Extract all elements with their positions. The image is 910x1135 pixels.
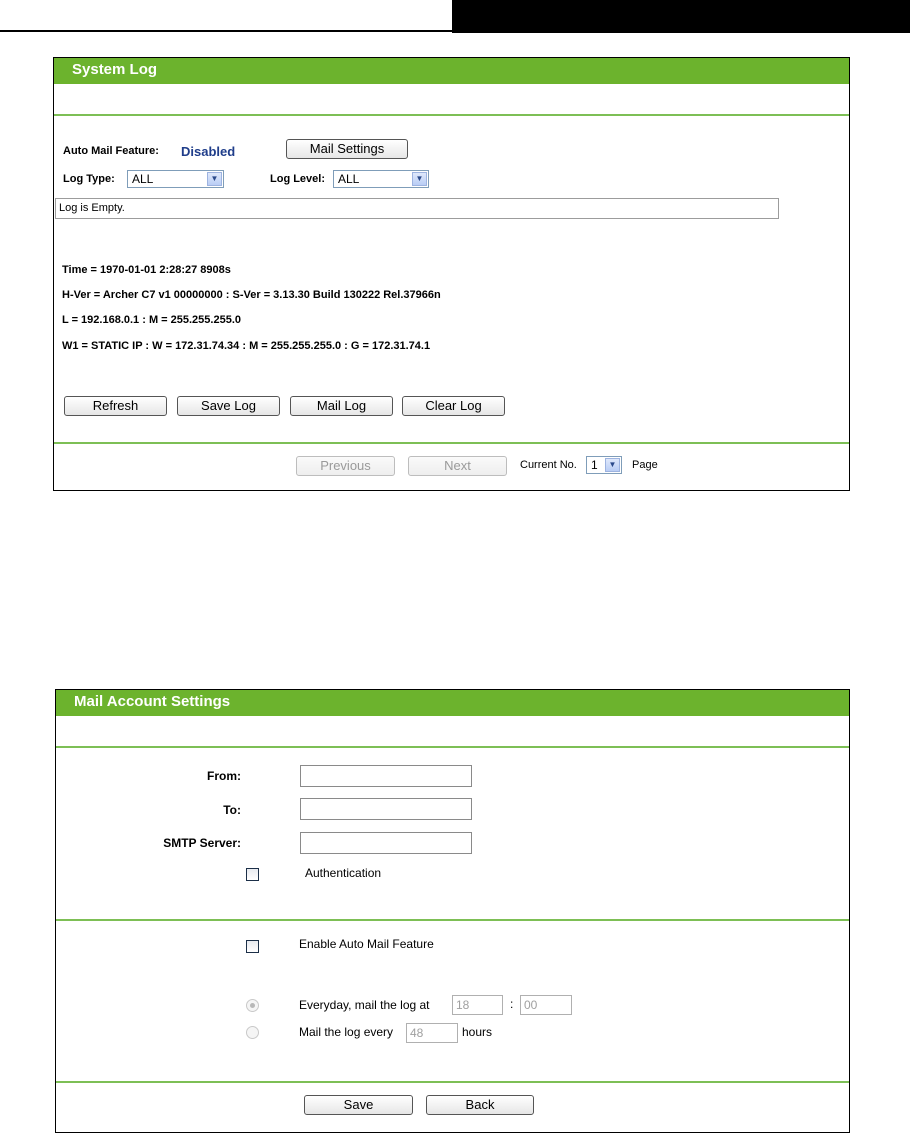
back-button[interactable]: Back xyxy=(426,1095,534,1115)
divider xyxy=(56,919,849,921)
current-page-select[interactable] xyxy=(586,456,622,474)
chevron-down-icon: ▼ xyxy=(605,458,620,472)
divider xyxy=(54,114,849,116)
log-level-label: Log Level: xyxy=(270,173,326,185)
hours-label: hours xyxy=(462,1025,493,1039)
mail-account-settings-title: Mail Account Settings xyxy=(56,690,849,716)
save-log-button[interactable]: Save Log xyxy=(177,396,280,416)
divider xyxy=(56,1081,849,1083)
enable-auto-mail-checkbox[interactable] xyxy=(246,940,259,953)
enable-auto-mail-label: Enable Auto Mail Feature xyxy=(299,937,434,951)
time-separator: : xyxy=(510,997,514,1011)
clear-log-button[interactable]: Clear Log xyxy=(402,396,505,416)
current-page-label: Current No. xyxy=(520,459,577,471)
info-lan: L = 192.168.0.1 : M = 255.255.255.0 xyxy=(62,314,241,326)
info-wan: W1 = STATIC IP : W = 172.31.74.34 : M = 255.255.255.0 : G = 172.31.74.1 xyxy=(62,340,431,352)
log-type-label: Log Type: xyxy=(63,173,115,185)
previous-page-button[interactable]: Previous xyxy=(296,456,395,476)
authentication-checkbox[interactable] xyxy=(246,868,259,881)
everyday-hour-input[interactable]: 18 xyxy=(452,995,503,1015)
page-top-banner xyxy=(452,0,910,33)
log-level-select[interactable] xyxy=(333,170,429,188)
auto-mail-label: Auto Mail Feature: xyxy=(63,145,159,157)
from-label: From: xyxy=(207,769,241,783)
divider xyxy=(56,746,849,748)
current-page-value: 1 xyxy=(591,458,598,472)
everyday-minute-input[interactable]: 00 xyxy=(520,995,572,1015)
from-input[interactable] xyxy=(300,765,472,787)
system-log-panel xyxy=(53,57,850,491)
to-input[interactable] xyxy=(300,798,472,820)
everyday-label: Everyday, mail the log at xyxy=(299,998,430,1012)
refresh-button[interactable]: Refresh xyxy=(64,396,167,416)
log-content-area: Log is Empty. xyxy=(55,198,779,219)
log-type-value: ALL xyxy=(132,172,154,186)
next-page-button[interactable]: Next xyxy=(408,456,507,476)
mail-settings-button[interactable]: Mail Settings xyxy=(286,139,408,159)
mail-every-label: Mail the log every xyxy=(299,1025,394,1039)
smtp-server-input[interactable] xyxy=(300,832,472,854)
mail-every-hours-input[interactable]: 48 xyxy=(406,1023,458,1043)
mail-every-radio[interactable] xyxy=(246,1026,259,1039)
log-level-value: ALL xyxy=(338,172,360,186)
everyday-radio[interactable] xyxy=(246,999,259,1012)
log-type-select[interactable] xyxy=(127,170,224,188)
to-label: To: xyxy=(223,803,241,817)
chevron-down-icon: ▼ xyxy=(207,172,222,186)
mail-log-button[interactable]: Mail Log xyxy=(290,396,393,416)
smtp-server-label: SMTP Server: xyxy=(163,836,241,850)
page-label: Page xyxy=(632,459,658,471)
chevron-down-icon: ▼ xyxy=(412,172,427,186)
divider xyxy=(54,442,849,444)
info-time: Time = 1970-01-01 2:28:27 8908s xyxy=(62,264,231,276)
auto-mail-status: Disabled xyxy=(181,144,236,159)
save-button[interactable]: Save xyxy=(304,1095,413,1115)
authentication-label: Authentication xyxy=(305,866,382,880)
mail-account-settings-panel xyxy=(55,689,850,1133)
page-top-rule xyxy=(0,30,452,32)
info-version: H-Ver = Archer C7 v1 00000000 : S-Ver = 3.13.30 Build 130222 Rel.37966n xyxy=(62,289,441,301)
system-log-title: System Log xyxy=(54,58,849,84)
